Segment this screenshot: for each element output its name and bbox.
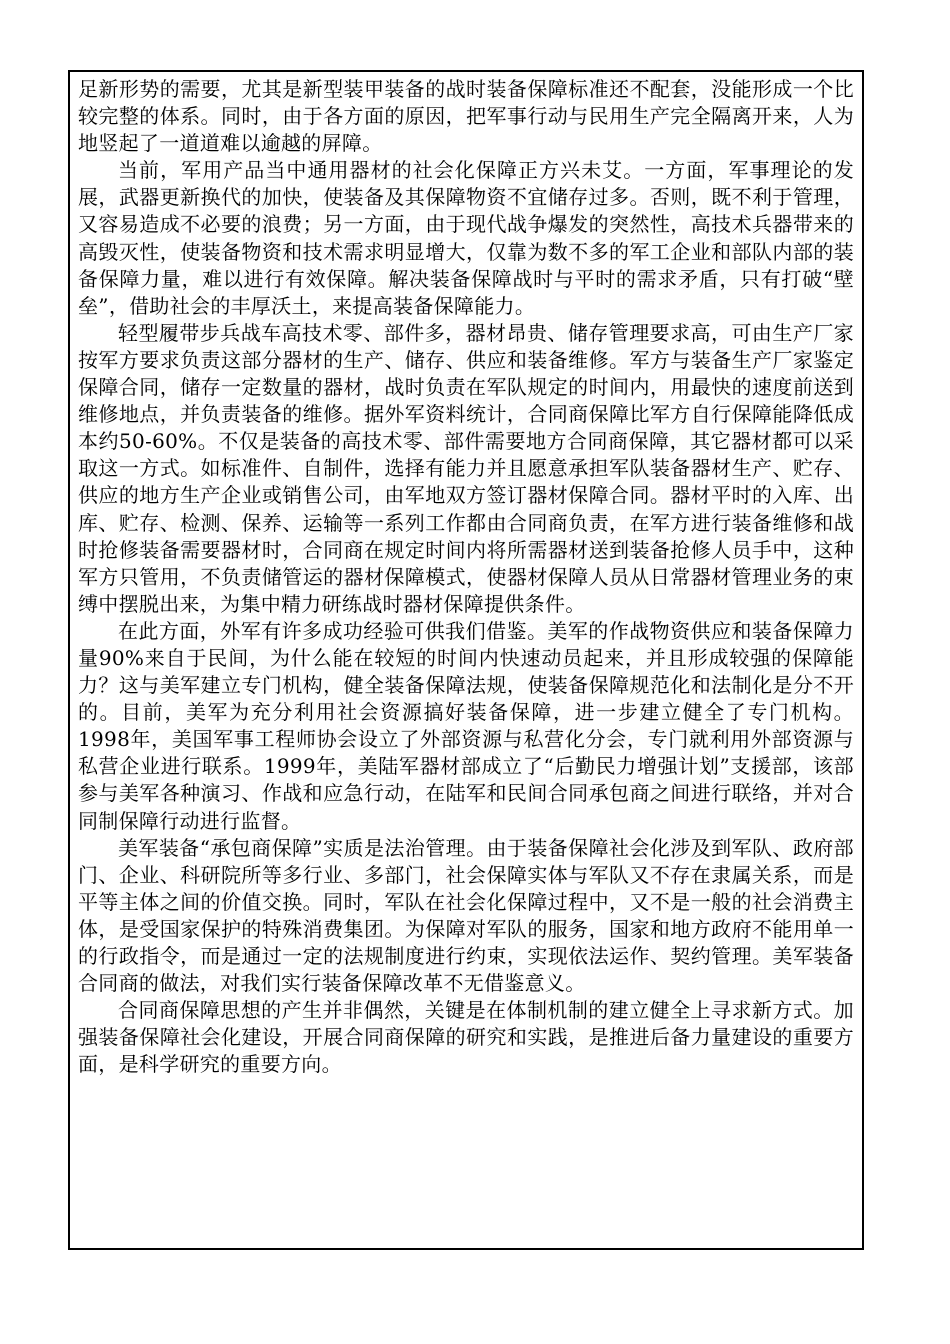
paragraph-5: 美军装备“承包商保障”实质是法治管理。由于装备保障社会化涉及到军队、政府部门、企业、科研院所等多行业、多部门，社会保障实体与军队又不存在隶属关系，而是平等主体之间的价值交换。同时，军队在社会化保障过程中，又不是一般的社会消费主体，是受国家保护的特殊消费集团。为保障对军队的服务，国家和地方政府不能用单一的行政指令，而是通过一定的法规制度进行约束，实现依法运作、契约管理。美军装备合同商的做法，对我们实行装备保障改革不无借鉴意义。 bbox=[78, 835, 854, 996]
paragraph-6: 合同商保障思想的产生并非偶然，关键是在体制机制的建立健全上寻求新方式。加强装备保障社会化建设，开展合同商保障的研究和实践，是推进后备力量建设的重要方面，是科学研究的重要方向。 bbox=[78, 998, 854, 1077]
paragraph-3: 轻型履带步兵战车高技术零、部件多，器材昂贵、储存管理要求高，可由生产厂家按军方要求负责这部分器材的生产、储存、供应和装备维修。军方与装备生产厂家鉴定保障合同，储存一定数量的器材，战时负责在军队规定的时间内，用最快的速度前送到维修地点，并负责装备的维修。据外军资料统计，合同商保障比军方自行保障能降低成本约50-60%。不仅是装备的高技术零、部件需要地方合同商保障，其它器材都可以采取这一方式。如标准件、自制件，选择有能力并且愿意承担军队装备器材生产、贮存、供应的地方生产企业或销售公司，由军地双方签订器材保障合同。器材平时的入库、出库、贮存、检测、保养、运输等一系列工作都由合同商负责，在军方进行装备维修和战时抢修装备需要器材时，合同商在规定时间内将所需器材送到装备抢修人员手中，这种军方只管用，不负责储管运的器材保障模式，使器材保障人员从日常器材管理业务的束缚中摆脱出来，为集中精力研练战时器材保障提供条件。 bbox=[78, 320, 854, 616]
paragraph-1: 足新形势的需要，尤其是新型装甲装备的战时装备保障标准还不配套，没能形成一个比较完整的体系。同时，由于各方面的原因，把军事行动与民用生产完全隔离开来，人为地竖起了一道道难以逾越的屏障。 bbox=[78, 77, 854, 156]
paragraph-4: 在此方面，外军有许多成功经验可供我们借鉴。美军的作战物资供应和装备保障力量90%来自于民间，为什么能在较短的时间内快速动员起来，并且形成较强的保障能力？这与美军建立专门机构，健全装备保障法规，使装备保障规范化和法制化是分不开的。目前，美军为充分利用社会资源搞好装备保障，进一步建立健全了专门机构。1998年，美国军事工程师协会设立了外部资源与私营化分会，专门就利用外部资源与私营企业进行联系。1999年，美陆军器材部成立了“后勤民力增强计划”支援部，该部参与美军各种演习、作战和应急行动，在陆军和民间合同承包商之间进行联络，并对合同制保障行动进行监督。 bbox=[78, 618, 854, 833]
paragraph-2: 当前，军用产品当中通用器材的社会化保障正方兴未艾。一方面，军事理论的发展，武器更新换代的加快，使装备及其保障物资不宜储存过多。否则，既不利于管理，又容易造成不必要的浪费；另一方面，由于现代战争爆发的突然性，高技术兵器带来的高毁灭性，使装备物资和技术需求明显增大，仅靠为数不多的军工企业和部队内部的装备保障力量，难以进行有效保障。解决装备保障战时与平时的需求矛盾，只有打破“壁垒”，借助社会的丰厚沃土，来提高装备保障能力。 bbox=[78, 158, 854, 318]
document-frame bbox=[68, 70, 864, 1250]
